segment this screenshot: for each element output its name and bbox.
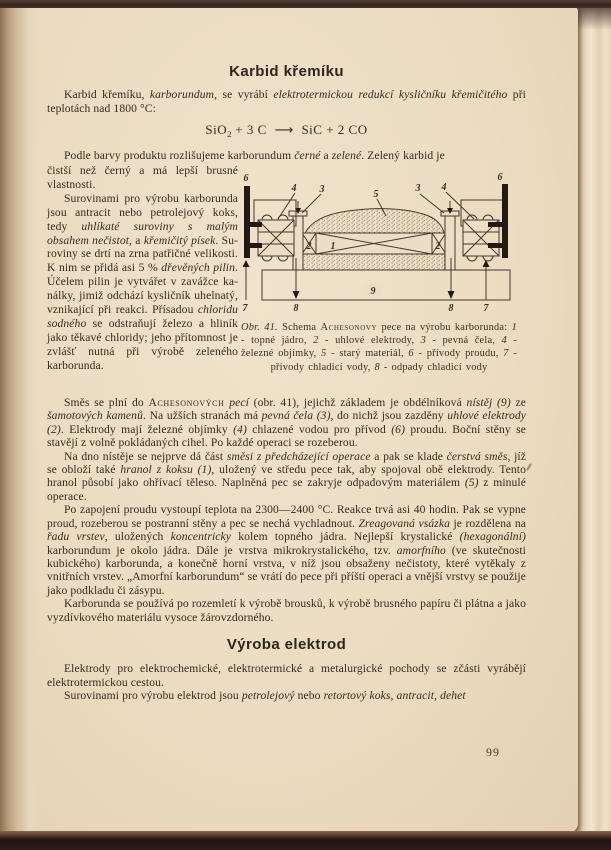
book-cover-top-edge xyxy=(0,0,611,8)
figure-label-6-left: 6 xyxy=(243,173,249,185)
figure-label-3-right: 3 xyxy=(415,183,421,195)
pencil-mark xyxy=(526,463,532,471)
figure-label-2-right: 2 xyxy=(435,241,441,253)
paragraph-uses: Karborunda se používá po rozemletí k výrobě brousků, k výrobě brusného papíru či plátna a jako vyzdívkového materiálu vysoce žárovzdorného. xyxy=(47,597,526,624)
paragraph-electrodes-intro: Elektrody pro elektrochemické, elektrotermické a metalurgické pochody se zčásti vyrábějí elektrotermickou cestou. xyxy=(47,662,526,689)
page-gutter-shadow xyxy=(0,7,40,833)
section-heading-elektrody: Výroba elektrod xyxy=(226,635,347,653)
figure-label-6-right: 6 xyxy=(497,172,503,184)
figure-caption: Obr. 41. Schema Achesonovy pece na výrobu karborunda: 1 - topné jádro, 2 - uhlové elektrody, 3 - pevná čela, 4 - železné objímky, 5 - starý materiál, 6 - přívody proudu, 7 - přívody chladicí vody, 8 - odpady chladicí vody xyxy=(241,322,517,373)
figure-label-7-left: 7 xyxy=(242,303,248,315)
paragraph-loading: Na dno nístěje se nejprve dá část směsi z předcházející operace a pak se klade čerstvá směs, jíž se obloží také hranol z koksu (1), uložený ve středu pece tak, aby spojoval obě elektrody. Tento hranol působí jako ohřívací těleso. Naplněná pec se zakryje odpadovým materiálem (5) z minulé operace. xyxy=(47,449,527,503)
figure-label-3-left: 3 xyxy=(319,184,325,196)
book-cover-bottom-edge xyxy=(0,831,611,850)
figure-label-4-right: 4 xyxy=(441,182,447,194)
section-heading-karbid: Karbid křemíku xyxy=(229,63,344,80)
figure-label-4-left: 4 xyxy=(291,183,297,195)
left-column xyxy=(47,164,238,373)
figure-obr-41 xyxy=(233,170,525,374)
figure-label-7-right: 7 xyxy=(483,303,489,315)
page-number: 99 xyxy=(486,745,500,759)
figure-label-5: 5 xyxy=(373,189,379,201)
furnace-diagram xyxy=(236,170,521,314)
paragraph-colors-line1: Podle barvy produktu rozlišujeme karborundum černé a zelené. Zelený karbid je xyxy=(64,148,445,162)
paragraph-filling: Směs se plní do Achesonových pecí (obr. 41), jejichž základem je obdélníková nístěj (9) ze šamotových kamenů. Na užších stranách má pevná čela (3), do nichž jsou zazděny uhlové elektrody (2). Elektrody mají železné objímky (4) chlazené vodou pro přívod (6) proudu. Boční stěny se stavějí z volně pokládaných cihel. Po každé operaci se rozeberou. xyxy=(47,396,527,450)
figure-label-8-left: 8 xyxy=(293,303,299,315)
chemical-equation: SiO$_2$ + 3 C ⟶ SiC + 2 CO xyxy=(205,122,368,140)
figure-label-2-left: 2 xyxy=(306,241,312,253)
figure-label-8-right: 8 xyxy=(448,303,454,315)
paragraph-raw-materials: Surovinami pro výrobu karborunda jsou antracit nebo petrolejový koks, tedy uhlíkaté suroviny s malým obsahem nečistot, a křemičitý písek. Suroviny se drtí na zrna patřičné velikosti. K nim se přidá asi 5 % dřevěných pilin. Účelem pilin je vytvářet v zavážce kanálky, jimiž odchází kysličník uhelnatý, vznikající při reakci. Přísadou chloridu sodného se odstraňují železo a hliník jako těkavé chloridy; jeho přítomnost je zvlášť nutná při výrobě zeleného karborunda. xyxy=(47,191,238,372)
paragraph-operation: Po zapojení proudu vystoupí teplota na 2300—2400 °C. Reakce trvá asi 40 hodin. Pak se vypne proud, rozeberou se postranní stěny a pec se nechá vychladnout. Zreagovaná vsázka je rozdělena na řadu vrstev, uložených koncentricky kolem topného jádra. Nejlepší krystalické (hexagonální) karborundum je okolo jádra. Dále je vrstva mikrokrystalického, tzv. amorfního (ve skutečnosti kubického) karborunda, a konečně horní vrstva, v níž jsou obsaženy nečistoty, které vytěkaly z vnitřních vrstev. „Amorfní karborundum“ se vrátí do pece při příští operaci a vnější vrstvy se použije jako podkladu či zásypu. xyxy=(47,503,527,597)
figure-label-1: 1 xyxy=(330,241,336,253)
paragraph-electrodes-materials: Surovinami pro výrobu elektrod jsou petrolejový nebo retortový koks, antracit, dehet xyxy=(64,689,466,703)
page-content xyxy=(47,47,526,703)
book-page xyxy=(0,7,578,833)
two-column-section xyxy=(47,164,526,396)
paragraph-intro: Karbid křemíku, karborundum, se vyrábí elektrotermickou redukcí kysličníku křemičitého při teplotách nad 1800 °C: xyxy=(47,88,526,115)
figure-brick-hearth xyxy=(262,270,510,300)
figure-label-9: 9 xyxy=(370,286,376,298)
paragraph-colors-rest: čistší než černý a má lepší brusné vlastnosti. xyxy=(47,164,238,191)
